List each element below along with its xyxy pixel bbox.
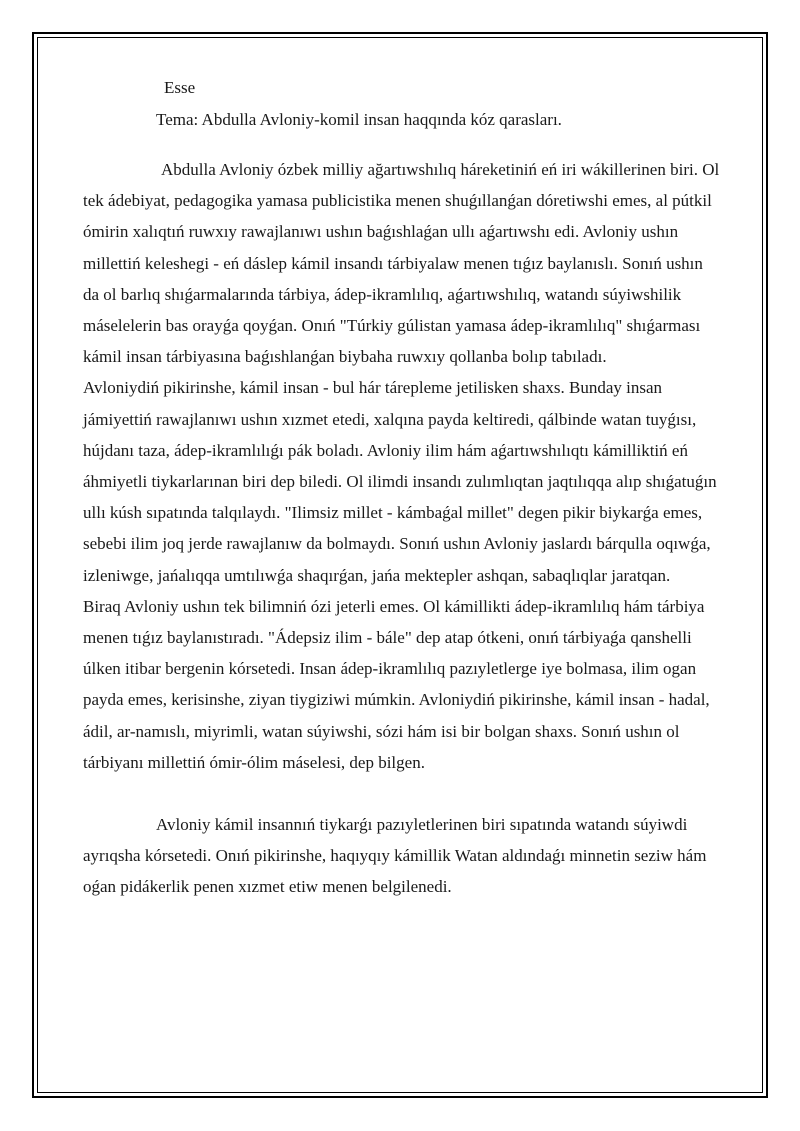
essay-label: Esse <box>164 78 196 97</box>
paragraph-1: Abdulla Avloniy ózbek milliy ağartıwshılıq háreketiniń eń iri wákillerinen biri. Ol tek ádebiyat, pedagogika yamasa publicistika menen shuǵıllanǵan dóretiwshi emes, al pútkil ómirin xalıqtıń ruwxıy rawajlanıwı ushın baǵıshlaǵan ullı aǵartıwshı edi. Avloniy ushın millettiń keleshegi - eń dáslep kámil insandı tárbiyalaw menen tıǵız baylanıslı. Sonıń ushın da ol barlıq shıǵarmalarında tárbiya, ádep-ikramlılıq, aǵartıwshılıq, watandı súyiwshilik máselelerin bas orayǵa qoyǵan. Onıń "Túrkiy gúlistan yamasa ádep-ikramlılıq" shıǵarması kámil insan tárbiyasına baǵıshlanǵan biybaha ruwxıy qollanba bolıp tabıladı. <box>83 160 720 367</box>
paragraph-3: Biraq Avloniy ushın tek bilimniń ózi jeterli emes. Ol kámillikti ádep-ikramlılıq hám tárbiya menen tıǵız baylanıstıradı. "Ádepsiz ilim - bále" dep atap ótkeni, onıń tárbiyaǵa qanshelli úlken itibar bergenin kórsetedi. Insan ádep-ikramlılıq pazıyletlerge iye bolmasa, ilim ogan payda emes, kerisinshe, ziyan tiygiziwi múmkin. Avloniydiń pikirinshe, kámil insan - hadal, ádil, ar-namıslı, miyrimli, watan súyiwshi, sózi hám isi bir bolgan shaxs. Sonıń ushın ol tárbiyanı millettiń ómir-ólim máselesi, dep bilgen. <box>83 596 710 772</box>
paragraph-2: Avloniydiń pikirinshe, kámil insan - bul hár tárepleme jetilisken shaxs. Bunday insan jámiyettiń rawajlanıwı ushın xızmet etedi, xalqına payda keltiredi, qálbinde watan tuyǵısı, hújdanı taza, ádep-ikramlılıǵı pák boladı. Avloniy ilim hám aǵartıwshılıqtı kámilliktiń eń áhmiyetli tiykarlarınan biri dep biledi. Ol ilimdi insandı zulımlıqtan jaqtılıqqa alıp shıǵatuǵın ullı kúsh sıpatında talqılaydı. "Ilimsiz millet - kámbaǵal millet" degen pikir biykarǵa emes, sebebi ilim joq jerde rawajlanıw da bolmaydı. Sonıń ushın Avloniy jaslardı bárqulla oqıwǵa, izleniwge, jańalıqqa umtılıwǵa shaqırǵan, jańa mektepler ashqan, sabaqlıqlar jaratqan. <box>83 378 717 585</box>
essay-topic: Tema: Abdulla Avloniy-komil insan haqqında kóz qarasları. <box>156 110 562 129</box>
paragraph-4: Avloniy kámil insannıń tiykarǵı pazıyletlerinen biri sıpatında watandı súyiwdi ayrıqsha kórsetedi. Onıń pikirinshe, haqıyqıy kámillik Watan aldındaǵı minnetin seziw hám oǵan pidákerlik penen xızmet etiw menen belgilenedi. <box>83 815 707 897</box>
document-body <box>83 76 723 903</box>
